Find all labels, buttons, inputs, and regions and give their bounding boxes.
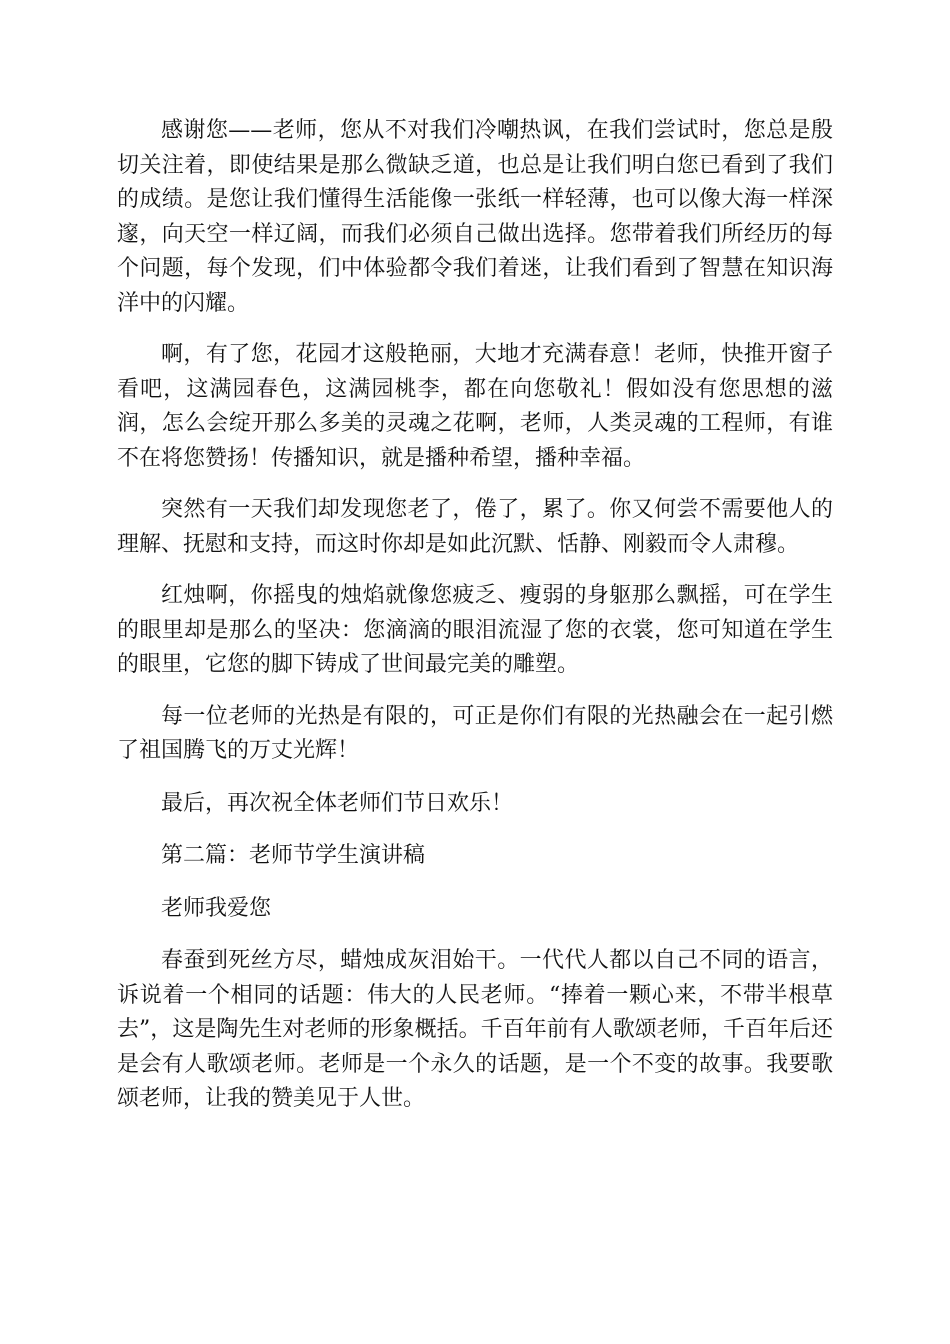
paragraph-garden-spring: 啊，有了您，花园才这般艳丽，大地才充满春意！老师，快推开窗子看吧，这满园春色，这满园桃李，都在向您敬礼！假如没有您思想的滋润，怎么会绽开那么多美的灵魂之花啊，老师，人类灵魂的工程师，有谁不在将您赞扬！传播知识，就是播种希望，播种幸福。 <box>117 342 833 471</box>
paragraph-light-and-heat: 每一位老师的光热是有限的，可正是你们有限的光热融会在一起引燃了祖国腾飞的万丈光辉！ <box>117 703 833 763</box>
speech-title: 老师我爱您 <box>161 895 272 921</box>
document-body <box>117 114 833 1117</box>
paragraph-closing-wishes: 最后，再次祝全体老师们节日欢乐！ <box>161 790 514 816</box>
paragraph-silkworm-candle: 春蚕到死丝方尽，蜡烛成灰泪始干。一代代人都以自己不同的语言，诉说着一个相同的话题：伟大的人民老师。“捧着一颗心来，不带半根草去”，这是陶先生对老师的形象概括。千百年前有人歌颂老师，千百年后还是会有人歌颂老师。老师是一个永久的话题，是一个不变的故事。我要歌颂老师，让我的赞美见于人世。 <box>117 948 833 1111</box>
paragraph-red-candle: 红烛啊，你摇曳的烛焰就像您疲乏、瘦弱的身躯那么飘摇，可在学生的眼里却是那么的坚决：您滴滴的眼泪流湿了您的衣裳，您可知道在学生的眼里，它您的脚下铸成了世间最完美的雕塑。 <box>117 583 833 677</box>
paragraph-teacher-aged: 突然有一天我们却发现您老了，倦了，累了。你又何尝不需要他人的理解、抚慰和支持，而这时你却是如此沉默、恬静、刚毅而令人肃穆。 <box>117 497 833 557</box>
section-heading-second-speech: 第二篇：老师节学生演讲稿 <box>161 843 426 868</box>
paragraph-thanks-teacher: 感谢您——老师，您从不对我们冷嘲热讽，在我们尝试时，您总是殷切关注着，即使结果是那么微缺乏道，也总是让我们明白您已看到了我们的成绩。是您让我们懂得生活能像一张纸一样轻薄，也可以像大海一样深邃，向天空一样辽阔，而我们必须自己做出选择。您带着我们所经历的每个问题，每个发现，们中体验都令我们着迷，让我们看到了智慧在知识海洋中的闪耀。 <box>117 118 833 316</box>
